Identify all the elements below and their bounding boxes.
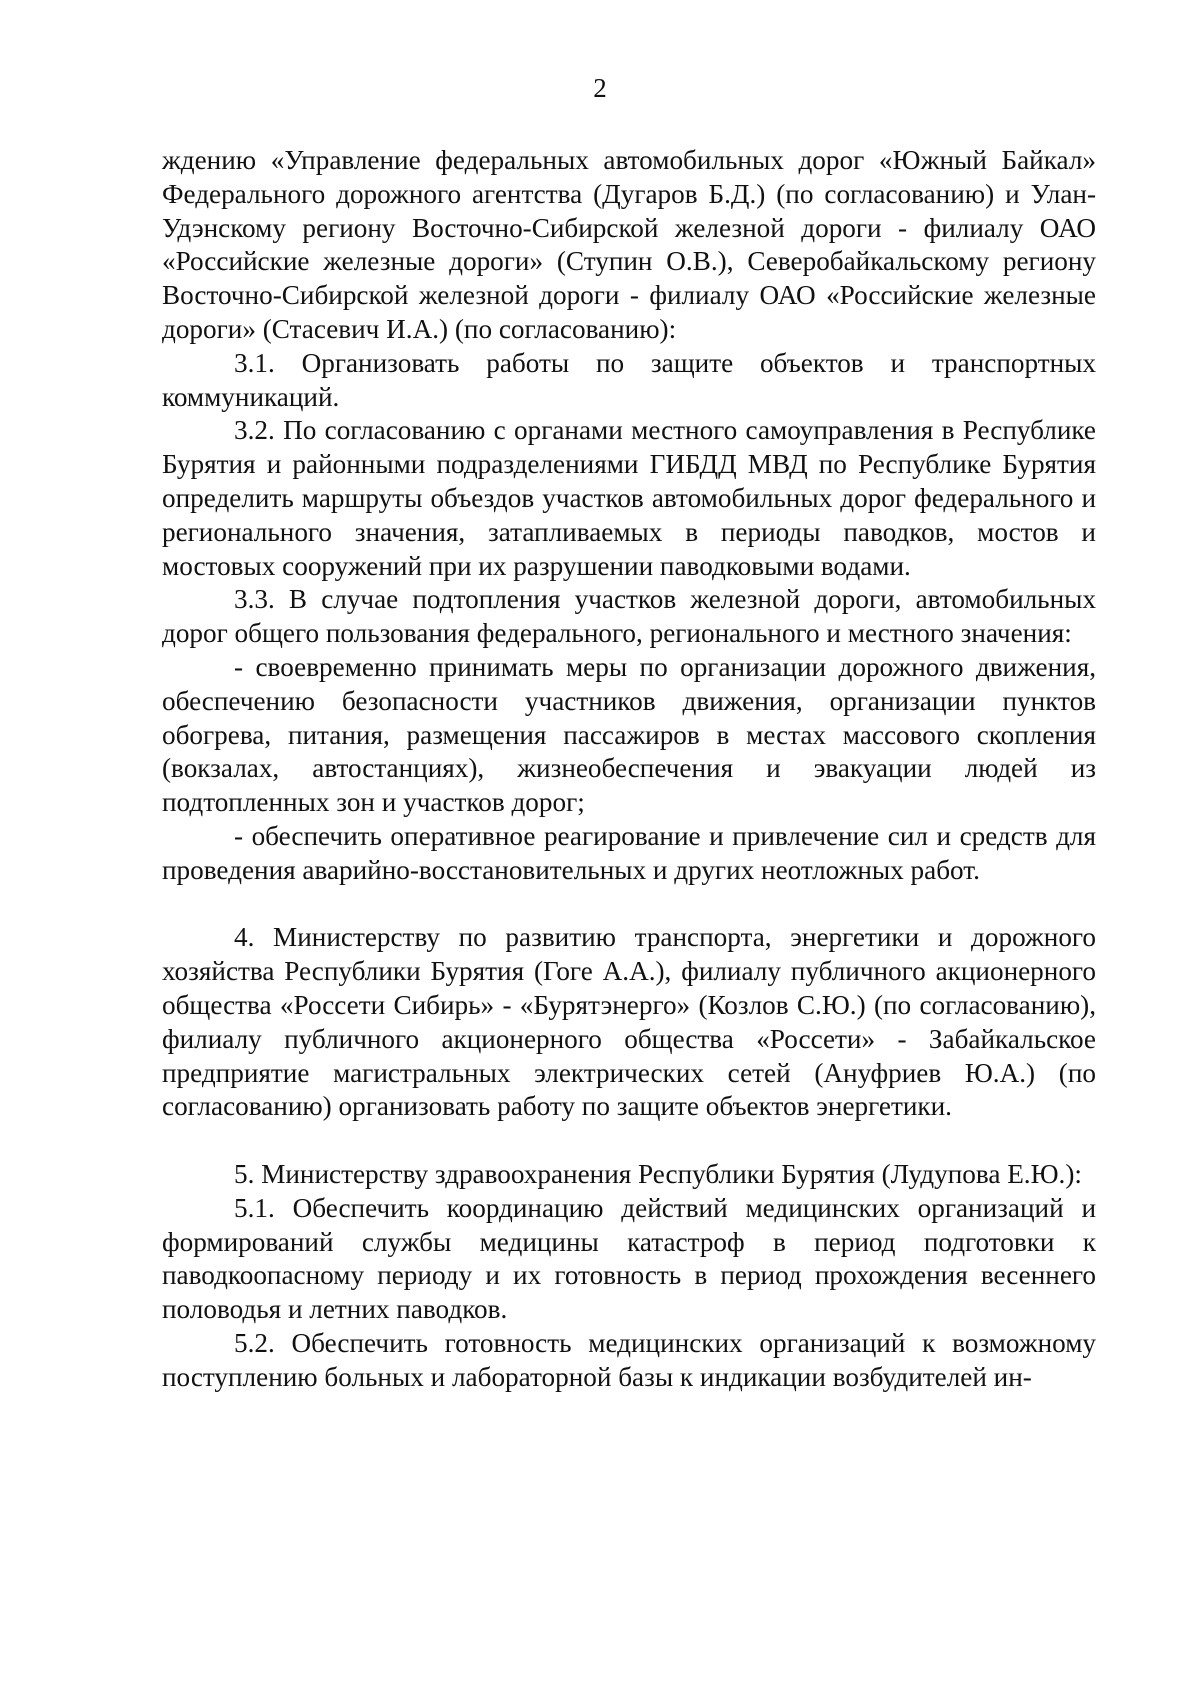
paragraph-3-continuation: ждению «Управление федеральных автомобильных дорог «Южный Байкал» Федерального дорожного агентства (Дугаров Б.Д.) (по согласованию) и Улан-Удэнскому региону Восточно-Сибирской железной дороги - филиалу ОАО «Российские железные дороги» (Ступин О.В.), Северобайкальскому региону Восточно-Сибирской железной дороги - филиалу ОАО «Российские железные дороги» (Стасевич И.А.) (по согласованию): [162,145,1096,344]
paragraph-4: 4. Министерству по развитию транспорта, энергетики и дорожного хозяйства Республики Бурятия (Гоге А.А.), филиалу публичного акционерного общества «Россети Сибирь» - «Бурятэнерго» (Козлов С.Ю.) (по согласованию), филиалу публичного акционерного общества «Россети» - Забайкальское предприятие магистральных электрических сетей (Ануфриев Ю.А.) (по согласованию) организовать работу по защите объектов энергетики. [162,922,1096,1122]
paragraph-3-1: 3.1. Организовать работы по защите объектов и транспортных коммуникаций. [162,347,1096,412]
paragraph-5: 5. Министерству здравоохранения Республики Бурятия (Лудупова Е.Ю.): [234,1158,1082,1189]
list-item-emergency-response: - обеспечить оперативное реагирование и привлечение сил и средств для проведения аварийно-восстановительных и других неотложных работ. [162,820,1096,885]
paragraph-5-2: 5.2. Обеспечить готовность медицинских организаций к возможному поступлению больных и лабораторной базы к индикации возбудителей ин- [162,1327,1096,1392]
paragraph-5-1: 5.1. Обеспечить координацию действий медицинских организаций и формирований службы медицины катастроф в период подготовки к паводкоопасному периоду и их готовность в период прохождения весеннего половодья и летних паводков. [162,1192,1096,1325]
document-body [162,144,1096,1394]
list-item-traffic-measures: - своевременно принимать меры по организации дорожного движения, обеспечению безопасности участников движения, организации пунктов обогрева, питания, размещения пассажиров в местах массового скопления (вокзалах, автостанциях), жизнеобеспечения и эвакуации людей из подтопленных зон и участков дорог; [162,651,1096,818]
paragraph-3-3: 3.3. В случае подтопления участков железной дороги, автомобильных дорог общего пользования федерального, регионального и местного значения: [162,584,1096,649]
paragraph-3-2: 3.2. По согласованию с органами местного самоуправления в Республике Бурятия и районными подразделениями ГИБДД МВД по Республике Бурятия определить маршруты объездов участков автомобильных дорог федерального и регионального значения, затапливаемых в периоды паводков, мостов и мостовых сооружений при их разрушении паводковыми водами. [162,415,1096,581]
page-number: 2 [593,73,607,103]
